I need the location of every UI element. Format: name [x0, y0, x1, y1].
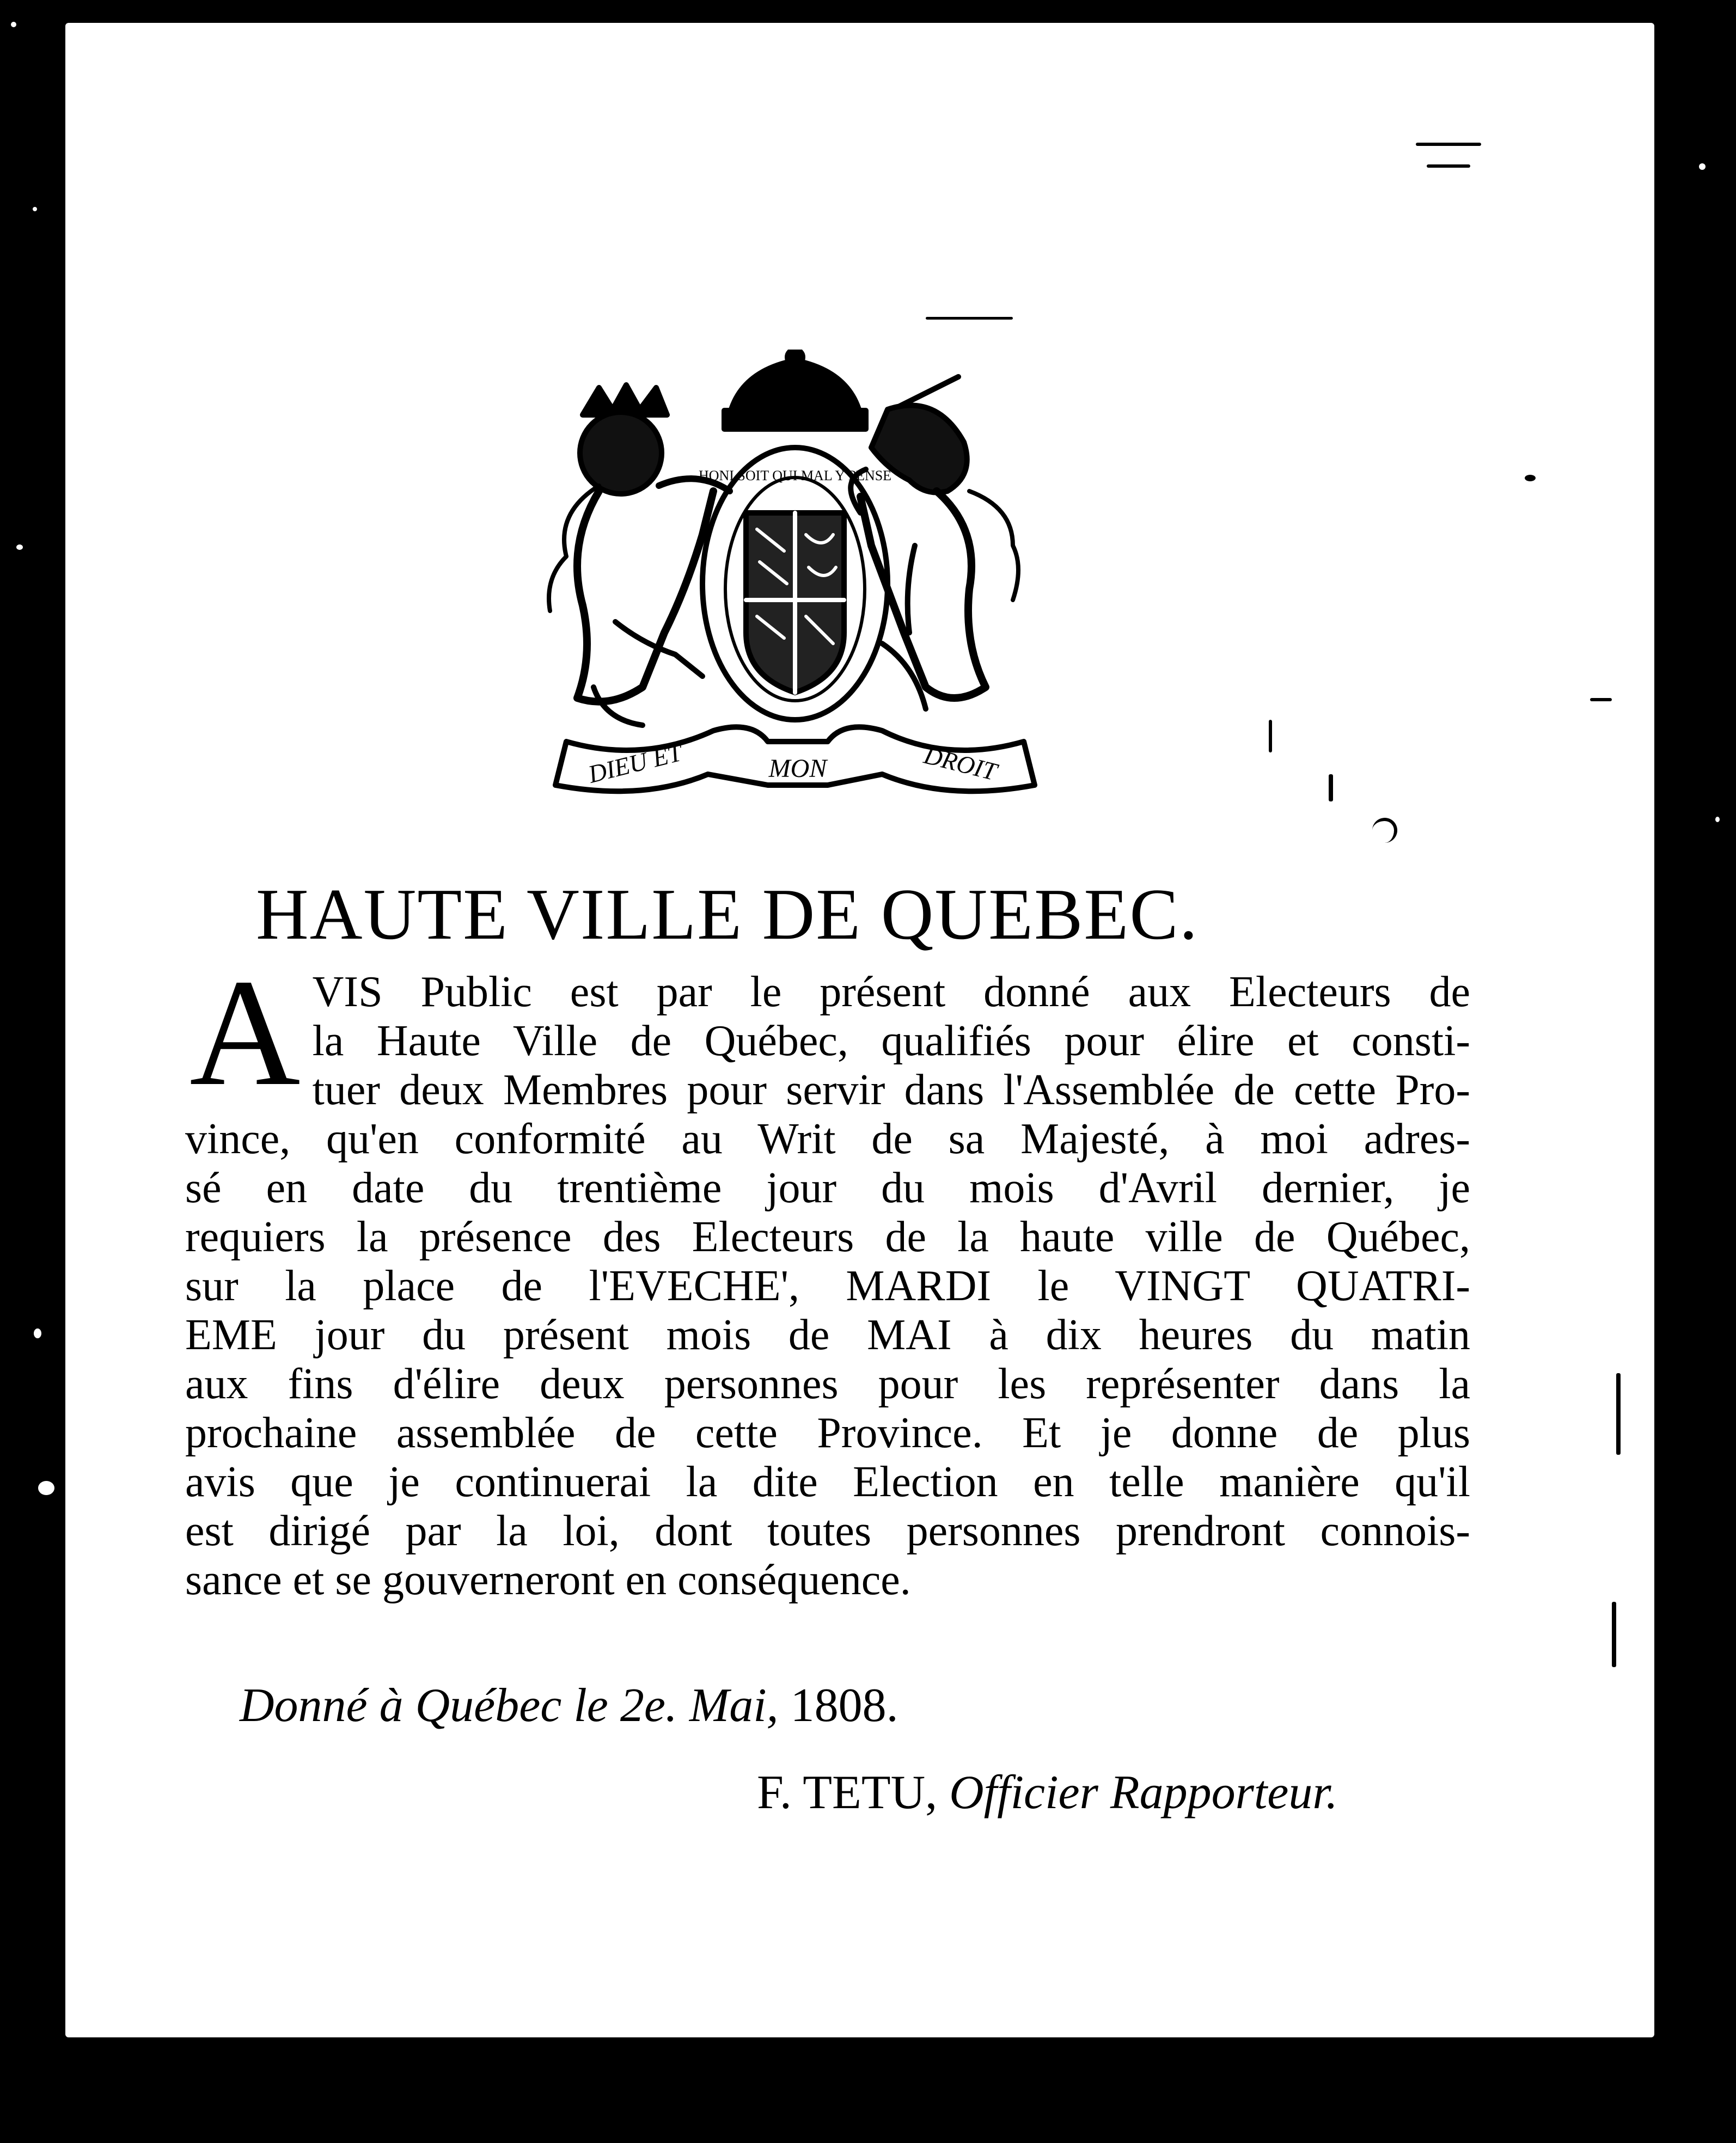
film-speck: [11, 22, 16, 27]
ink-speck: [1372, 818, 1397, 843]
body-line: est dirigé par la loi, dont toutes personnes prendront connois-: [185, 1507, 1470, 1555]
film-speck: [1699, 163, 1706, 170]
royal-coat-of-arms-icon: [534, 350, 1056, 796]
film-speck: [33, 207, 37, 211]
ink-speck: [1329, 774, 1333, 801]
film-speck: [34, 1328, 41, 1338]
signature: [757, 1765, 1465, 1820]
ink-speck: [1269, 720, 1272, 752]
ink-speck: [1416, 143, 1481, 146]
ink-speck: [926, 317, 1013, 320]
film-speck: [16, 544, 23, 550]
body-line: la Haute Ville de Québec, qualifiés pour élire et consti-: [312, 1017, 1470, 1065]
dateline-year: 1808.: [790, 1679, 898, 1732]
film-speck: [1715, 817, 1720, 822]
document-sheet: [65, 23, 1654, 2037]
ink-speck: [1612, 1602, 1616, 1667]
body-line: aux fins d'élire deux personnes pour les représenter dans la: [185, 1360, 1470, 1408]
ink-speck: [1525, 475, 1536, 481]
crest-motto-right: DROIT: [921, 740, 1000, 786]
body-line: tuer deux Membres pour servir dans l'Assemblée de cette Pro-: [312, 1066, 1470, 1114]
crest-garter-text: HONI SOIT QUI MAL Y PENSE: [698, 468, 892, 483]
crest-motto-center: MON: [768, 754, 827, 783]
body-line: avis que je continuerai la dite Election en telle manière qu'il: [185, 1458, 1470, 1506]
ink-speck: [1616, 1373, 1621, 1455]
notice-body: [185, 947, 1470, 1605]
body-line: sur la place de l'EVECHE', MARDI le VINGT QUATRI-: [185, 1262, 1470, 1310]
dateline: [240, 1678, 1056, 1733]
body-line: sance et se gouverneront en conséquence.: [185, 1556, 911, 1604]
film-speck: [38, 1481, 54, 1495]
drop-cap: A: [190, 947, 301, 1117]
body-line: requiers la présence des Electeurs de la haute ville de Québec,: [185, 1213, 1470, 1261]
ink-speck: [1427, 164, 1470, 168]
body-line: VIS Public est par le présent donné aux Electeurs de: [312, 968, 1470, 1016]
body-line: EME jour du présent mois de MAI à dix heures du matin: [185, 1311, 1470, 1359]
body-line: sé en date du trentième jour du mois d'Avril dernier, je: [185, 1164, 1470, 1212]
page-title: HAUTE VILLE DE QUEBEC.: [256, 874, 1199, 954]
dateline-text: Donné à Québec le 2e. Mai,: [240, 1679, 779, 1732]
signature-role: Officier Rapporteur.: [949, 1766, 1338, 1819]
signature-name: F. TETU,: [757, 1766, 938, 1819]
body-line: vince, qu'en conformité au Writ de sa Majesté, à moi adres-: [185, 1115, 1470, 1163]
ink-speck: [1590, 698, 1612, 701]
body-line: prochaine assemblée de cette Province. Et je donne de plus: [185, 1409, 1470, 1457]
crest-motto-left: DIEU ET: [585, 738, 685, 788]
